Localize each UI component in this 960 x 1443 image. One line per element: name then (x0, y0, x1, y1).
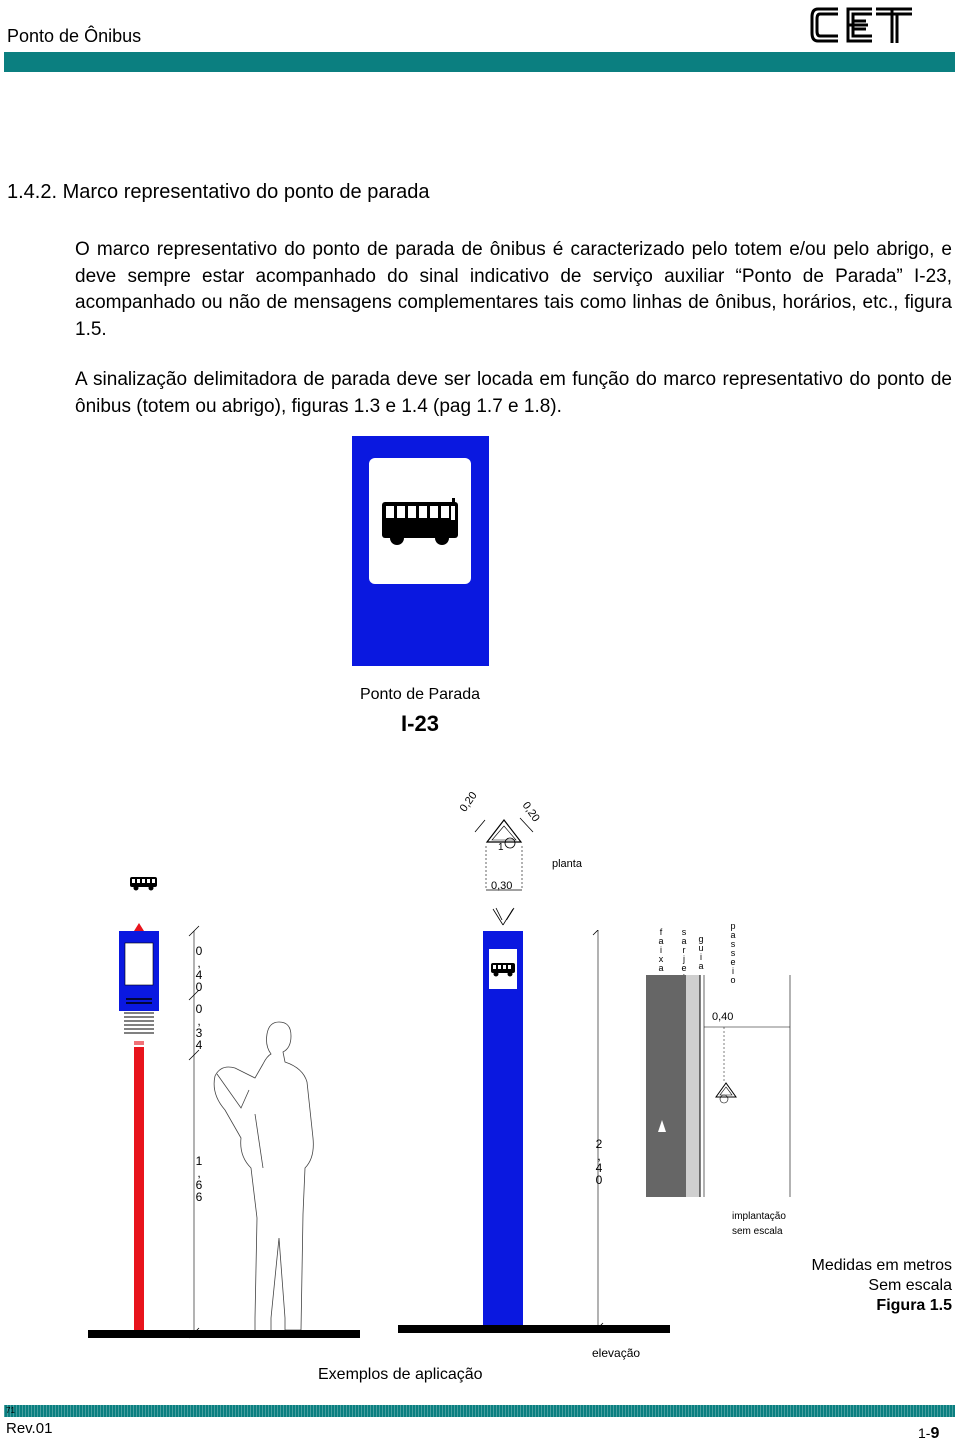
plan-dim-left: 0,20 (457, 789, 480, 815)
figure-label: Figura 1.5 (876, 1297, 952, 1314)
paragraph-2: A sinalização delimitadora de parada deve ser locada em função do marco representativo do ponto de ônibus (totem ou abrigo), figuras 1.3 e 1.4 (pag 1.7 e 1.8). (75, 369, 952, 417)
plan-dim-right: 0,20 (519, 799, 542, 825)
totem-blue-pole (475, 905, 535, 1331)
lane-label-guia: g u i a (698, 934, 704, 971)
sem-escala-small: sem escala (732, 1226, 783, 1237)
lane-label-passeio: p a s s e i o (730, 921, 736, 985)
ground-line-left (88, 1330, 360, 1338)
figure-note (760, 1256, 952, 1316)
dim-line-2-40 (590, 930, 606, 1330)
lane-label-faixa: f a i x a (658, 927, 664, 973)
sign-code: I-23 (401, 711, 439, 736)
person-silhouette (205, 1018, 330, 1338)
footer-bar (4, 1405, 955, 1417)
header-title: Ponto de Ônibus (7, 26, 142, 46)
ground-line-right (398, 1325, 670, 1333)
footer-revision: Rev.01 (6, 1420, 53, 1437)
header-bar (4, 52, 955, 72)
plan-dim-width: 0,30 (491, 880, 513, 892)
exemplos-label: Exemplos de aplicação (318, 1366, 483, 1383)
planta-label: planta (552, 858, 582, 870)
footer-page-number: 1-9 (918, 1425, 940, 1442)
dim-0-40: 0 , 4 0 (195, 944, 203, 994)
note-scale: Sem escala (868, 1277, 952, 1294)
sign-caption: Ponto de Parada (359, 686, 481, 703)
plan-marker: 1 (498, 842, 504, 853)
bus-stop-sign (352, 436, 489, 666)
elevacao-label: elevação (592, 1346, 641, 1360)
dim-2-40: 2 , 4 0 (595, 1137, 603, 1187)
lane-label-sarjeta: s a r j e (681, 927, 687, 973)
note-units: Medidas em metros (811, 1257, 952, 1274)
implantation-plan (640, 965, 800, 1200)
dim-1-66: 1 , 6 6 (195, 1154, 203, 1204)
footer-page-small: 71 (6, 1406, 15, 1415)
implantacao-label: implantação (732, 1211, 786, 1222)
cet-logo (808, 3, 916, 47)
paragraph-1: O marco representativo do ponto de parada de ônibus é caracterizado pelo totem e/ou pelo abrigo, e deve sempre estar acompanhado do sinal indicativo de serviço auxiliar “Ponto de Parada” I-23, acompanhado ou não de mensagens complementares tais como linhas de ônibus, horários, etc., figura 1.5. (75, 239, 952, 340)
dim-0-34: 0 , 3 4 (195, 1002, 203, 1052)
bus-icon (382, 498, 458, 545)
bus-icon (130, 875, 158, 891)
section-title: 1.4.2. Marco representativo do ponto de parada (7, 181, 430, 203)
dim-impl-0-40: 0,40 (712, 1011, 734, 1023)
